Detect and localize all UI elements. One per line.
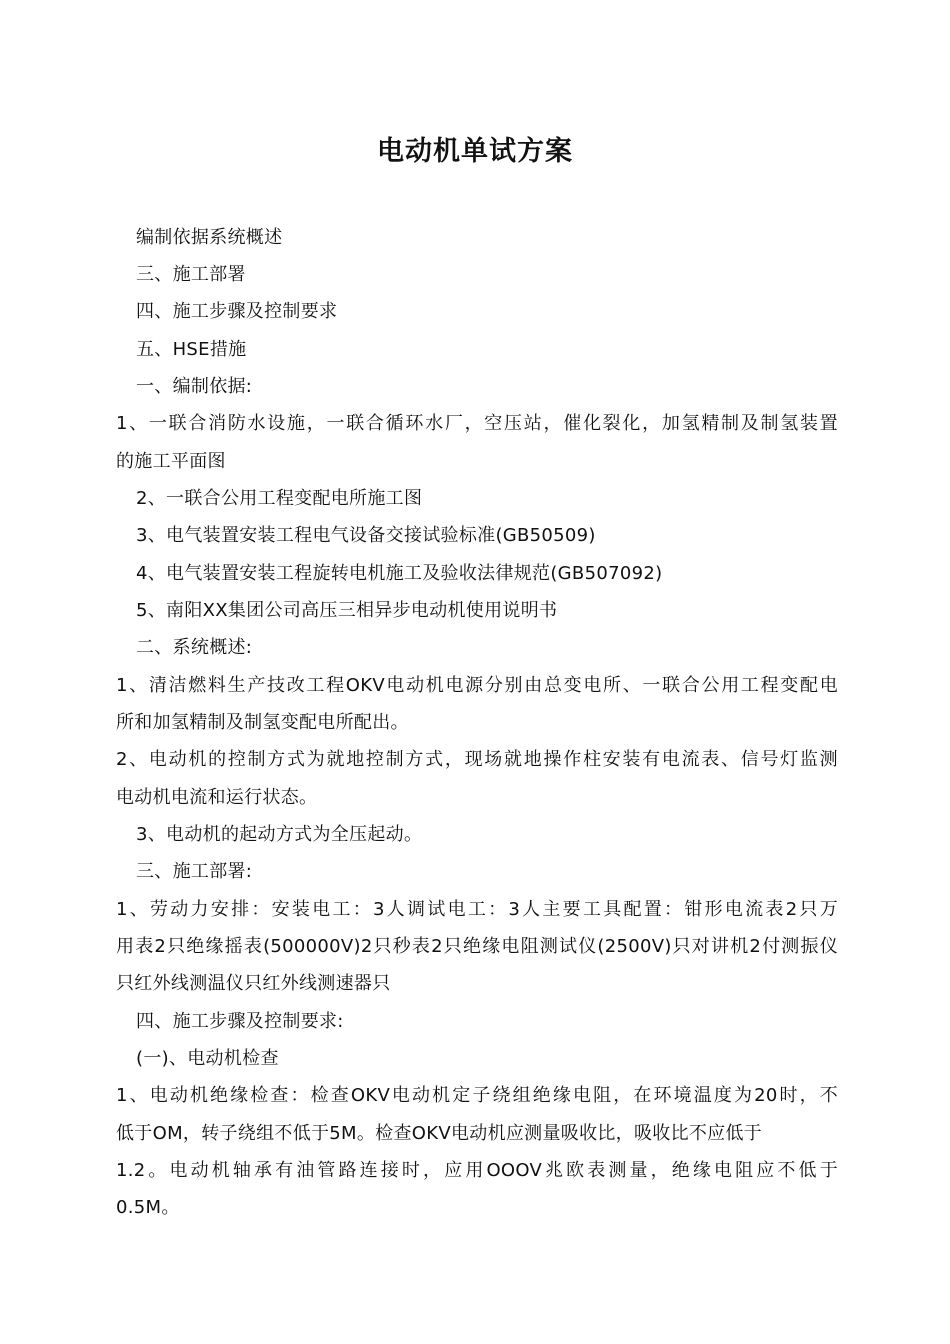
paragraph-line: 低于OM，转子绕组不低于5M。检查OKV电动机应测量吸收比，吸收比不应低于 (116, 1123, 763, 1144)
paragraph-line: 所和加氢精制及制氢变配电所配出。 (116, 712, 409, 733)
list-item: 3、电气装置安装工程电气设备交接试验标准(GB50509) (136, 525, 596, 546)
paragraph-line: 电动机电流和运行状态。 (116, 787, 318, 808)
document-title: 电动机单试方案 (377, 136, 573, 167)
list-item: 3、电动机的起动方式为全压起动。 (136, 824, 423, 845)
paragraph-line: 1、劳动力安排：安装电工：3人调试电工：3人主要工具配置：钳形电流表2只万 (116, 899, 838, 920)
section-heading: 四、施工步骤及控制要求: (136, 1011, 344, 1032)
paragraph-line: 的施工平面图 (116, 451, 226, 472)
toc-item: 四、施工步骤及控制要求 (136, 301, 338, 322)
paragraph-line: 1.2。电动机轴承有油管路连接时，应用OOOV兆欧表测量，绝缘电阻应不低于 (116, 1160, 838, 1181)
paragraph-line: 1、一联合消防水设施，一联合循环水厂，空压站，催化裂化，加氢精制及制氢装置 (116, 413, 838, 434)
paragraph-line: 1、电动机绝缘检查：检查OKV电动机定子绕组绝缘电阻，在环境温度为20时，不 (116, 1085, 838, 1106)
toc-item: 五、HSE措施 (136, 339, 247, 360)
list-item: 4、电气装置安装工程旋转电机施工及验收法律规范(GB507092) (136, 563, 663, 584)
list-item: 5、南阳XX集团公司高压三相异步电动机使用说明书 (136, 600, 558, 621)
paragraph-line: 只红外线测温仪只红外线测速器只 (116, 973, 391, 994)
paragraph-line: 1、清洁燃料生产技改工程OKV电动机电源分别由总变电所、一联合公用工程变配电 (116, 675, 838, 696)
section-heading: 一、编制依据: (136, 376, 253, 397)
subsection-heading: (一)、电动机检查 (136, 1048, 279, 1069)
section-heading: 三、施工部署: (136, 861, 253, 882)
paragraph-line: 用表2只绝缘摇表(500000V)2只秒表2只绝缘电阻测试仪(2500V)只对讲机2付测振仪 (116, 936, 838, 957)
toc-item: 三、施工部署 (136, 264, 246, 285)
section-heading: 二、系统概述: (136, 637, 253, 658)
paragraph-line: 2、电动机的控制方式为就地控制方式，现场就地操作柱安装有电流表、信号灯监测 (116, 749, 838, 770)
list-item: 2、一联合公用工程变配电所施工图 (136, 488, 423, 509)
paragraph-line: 0.5M。 (116, 1197, 180, 1218)
toc-item: 编制依据系统概述 (136, 227, 283, 248)
